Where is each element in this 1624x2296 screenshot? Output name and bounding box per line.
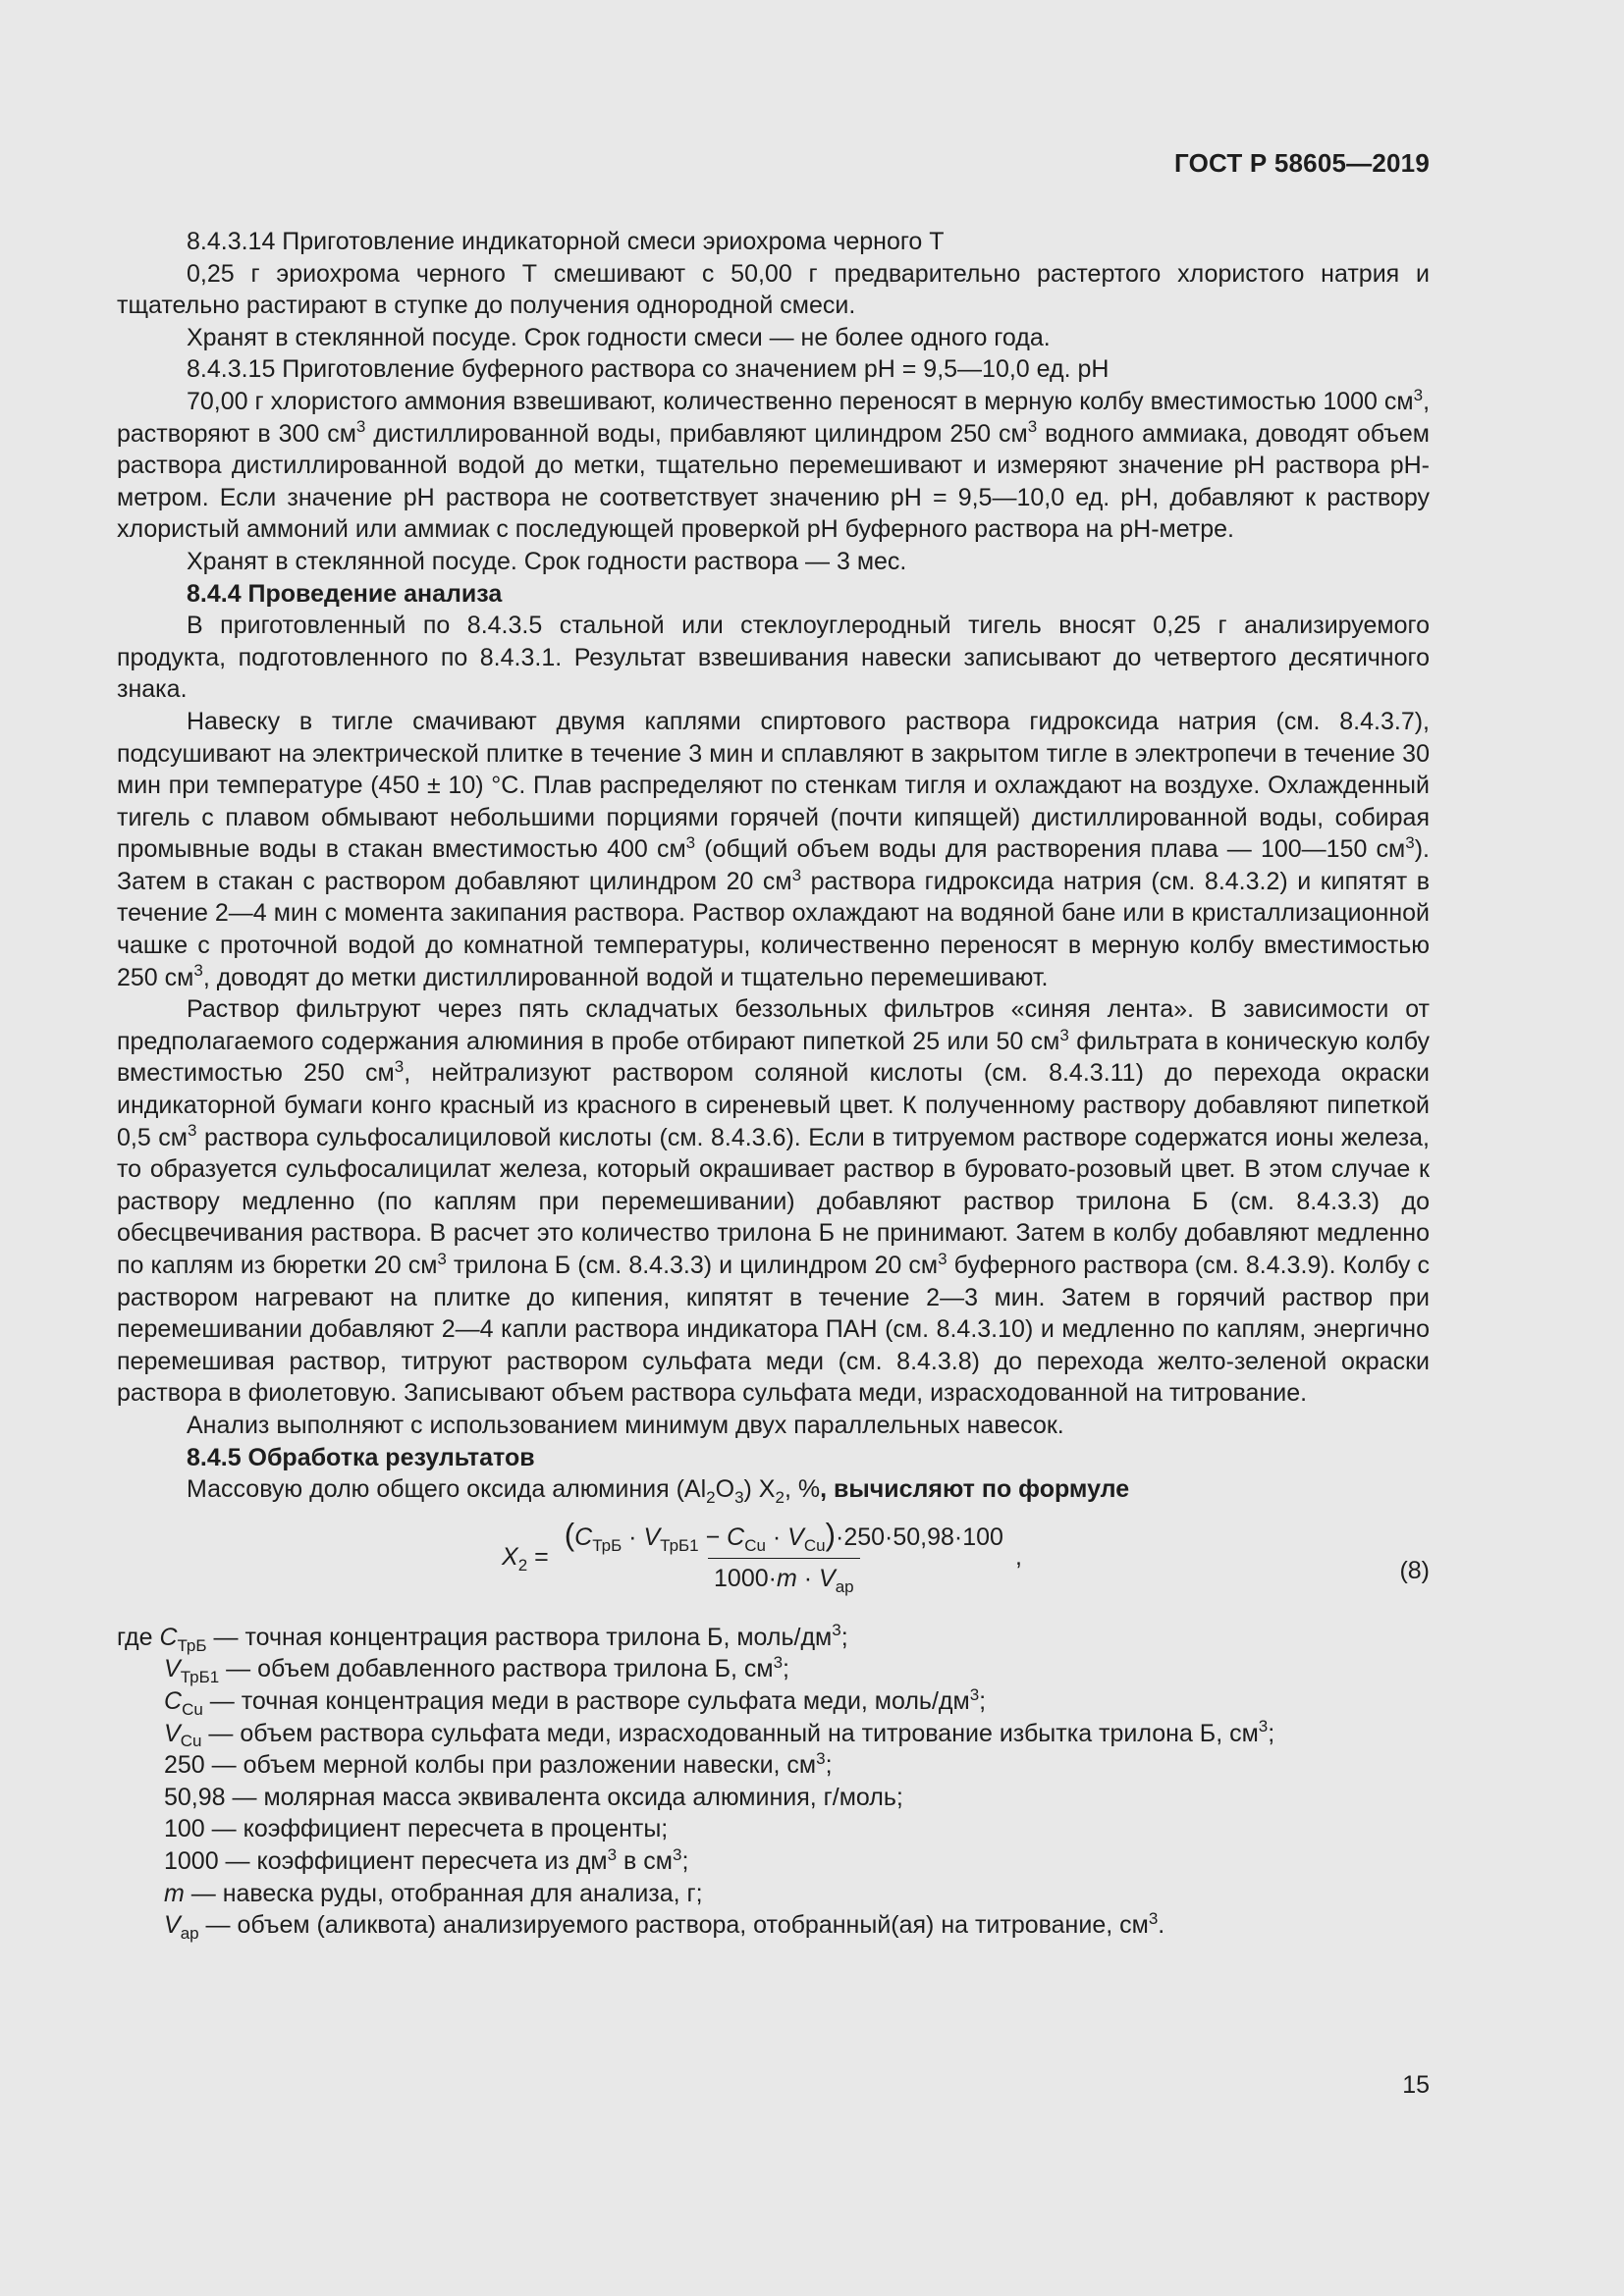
text: , нейтрализуют раствором соляной кислоты (см. 8.4.3.11) до перехода окраски индикаторной бумаги конго красный из красного в сиреневый цвет. К полученному раствору добавляют пипеткой 0,5 см	[117, 1059, 1430, 1151]
text: , доводят до метки дистиллированной водой и тщательно перемешивают.	[202, 963, 1049, 991]
var-v: V	[643, 1522, 661, 1551]
text: ) X	[743, 1475, 776, 1504]
subscript: 3	[734, 1488, 744, 1508]
superscript: 3	[355, 417, 366, 437]
section-heading-8-4-5: 8.4.5 Обработка результатов	[187, 1443, 535, 1471]
numerator-constants: ·250·50,98·100	[836, 1522, 1003, 1551]
superscript: 3	[394, 1057, 405, 1077]
dot-operator: ·	[796, 1565, 820, 1593]
var-v: V	[164, 1719, 181, 1747]
page-number: 15	[1402, 2071, 1430, 2099]
superscript: 3	[791, 865, 802, 884]
subscript: Cu	[180, 1732, 202, 1751]
denominator-constant: 1000·	[714, 1565, 777, 1593]
paragraph: Хранят в стеклянной посуде. Срок годности смеси — не более одного года.	[187, 323, 1051, 351]
subscript: ТрБ1	[660, 1535, 699, 1555]
var-v: V	[819, 1565, 836, 1593]
document-body	[117, 226, 1430, 1942]
legend-item	[117, 1653, 1430, 1685]
superscript: 3	[685, 832, 696, 852]
document-header: ГОСТ Р 58605—2019	[1174, 148, 1430, 178]
subscript: 2	[706, 1488, 716, 1508]
text: Массовую долю общего оксида алюминия (Al	[187, 1475, 707, 1504]
var-v: V	[787, 1522, 804, 1551]
subscript: Cu	[803, 1535, 826, 1555]
text: ;	[979, 1686, 987, 1715]
text: ;	[840, 1623, 848, 1651]
formula-number: (8)	[1399, 1556, 1430, 1584]
text: ). Затем в стакан с раствором добавляют цилиндром 20 см	[117, 835, 1430, 895]
text: фильтрата в коническую колбу вместимостью 250 см	[117, 1027, 1430, 1088]
text: раствора сульфосалициловой кислоты (см. 8.4.3.6). Если в титруемом растворе содержатся ионы железа, то образуется сульфосалицилат железа, который окрашивает раствор в буровато-розовый цвет. В этом случае к раствору медленно (по каплям при перемешивании) добавляют раствор трилона Б (см. 8.4.3.3) до обесцвечивания раствора. В расчет это количество трилона Б не принимают. Затем в колбу добавляют медленно по каплям из бюретки 20 см	[117, 1123, 1431, 1279]
legend-item	[117, 1845, 1430, 1878]
superscript: 3	[437, 1249, 447, 1268]
paragraph: 0,25 г эриохрома черного Т смешивают с 50,00 г предварительно растертого хлористого натрия и тщательно растирают в ступке до получения однородной смеси.	[117, 259, 1430, 320]
subscript: ар	[835, 1577, 854, 1597]
subscript: Cu	[744, 1535, 766, 1555]
formula-expression	[502, 1517, 1022, 1597]
legend-item: 100 — коэффициент пересчета в проценты;	[164, 1815, 669, 1843]
legend-item	[117, 1878, 1430, 1910]
equals-sign: =	[527, 1543, 549, 1572]
legend-item	[117, 1909, 1430, 1942]
legend-text: — объем раствора сульфата меди, израсходованный на титрование избытка трилона Б, см	[201, 1719, 1259, 1747]
text: 70,00 г хлористого аммония взвешивают, количественно переносят в мерную колбу вместимостью 1000 см	[187, 387, 1414, 415]
minus-operator: −	[698, 1522, 728, 1551]
paren-open: (	[564, 1517, 575, 1552]
text: ;	[681, 1846, 689, 1875]
superscript: 3	[1405, 832, 1415, 852]
superscript: 3	[607, 1844, 618, 1864]
text: водного аммиака, доводят объем раствора дистиллированной водой до метки, тщательно перемешивают и измеряют значение pH раствора pH-метром. Если значение pH раствора не соответствует значению pH = 9,5—10,0 ед. pH, добавляют к раствору хлористый аммоний или аммиак с последующей проверкой pH буферного раствора на pH-метре.	[117, 419, 1430, 544]
paragraph	[117, 1473, 1430, 1506]
text: Раствор фильтруют через пять складчатых беззольных фильтров «синяя лента». В зависимости от предполагаемого содержания алюминия в пробе отбирают пипеткой 25 или 50 см	[117, 995, 1430, 1055]
var-c: C	[727, 1522, 745, 1551]
text: , %	[784, 1475, 821, 1504]
formula-fraction	[559, 1517, 1009, 1597]
text: ;	[783, 1655, 789, 1683]
legend-item	[117, 1622, 1430, 1654]
superscript: 3	[193, 961, 203, 981]
legend-item	[117, 1718, 1430, 1750]
paragraph-8-4-3-14: 8.4.3.14 Приготовление индикаторной смеси эриохрома черного Т	[187, 228, 945, 255]
legend-text: — точная концентрация меди в растворе сульфата меди, моль/дм	[202, 1686, 970, 1715]
superscript: 3	[1059, 1025, 1069, 1044]
text: (общий объем воды для растворения плава — 100—150 см	[695, 835, 1406, 864]
legend-text: — точная концентрация раствора трилона Б, моль/дм	[206, 1623, 833, 1651]
paragraph	[117, 706, 1430, 993]
formula-comma: ,	[1014, 1543, 1022, 1572]
text-bold: , вычисляют по формуле	[820, 1475, 1130, 1504]
var-v: V	[164, 1655, 181, 1683]
var-x: X	[502, 1543, 518, 1572]
legend-text: 1000 — коэффициент пересчета из дм	[164, 1846, 608, 1875]
var-c: C	[159, 1623, 178, 1651]
subscript: 2	[517, 1555, 528, 1575]
paragraph: Хранят в стеклянной посуде. Срок годности раствора — 3 мес.	[187, 547, 907, 575]
var-m: m	[164, 1879, 185, 1907]
legend-item: 50,98 — молярная масса эквивалента оксида алюминия, г/моль;	[164, 1783, 903, 1811]
subscript: ТрБ	[177, 1635, 207, 1655]
paragraph: Анализ выполняют с использованием минимум двух параллельных навесок.	[187, 1411, 1064, 1439]
text: .	[1158, 1911, 1165, 1940]
superscript: 3	[672, 1844, 682, 1864]
text: ;	[825, 1751, 833, 1780]
superscript: 3	[938, 1249, 947, 1268]
formula-lhs	[502, 1541, 549, 1574]
formula-legend	[117, 1622, 1430, 1942]
legend-text: 250 — объем мерной колбы при разложении навески, см	[164, 1751, 817, 1780]
legend-text: — объем (аликвота) анализируемого раствора, отобранный(ая) на титрование, см	[198, 1911, 1149, 1940]
var-v: V	[164, 1911, 181, 1940]
paragraph-8-4-3-15: 8.4.3.15 Приготовление буферного раствора со значением pH = 9,5—10,0 ед. pH	[187, 355, 1110, 384]
subscript: 2	[775, 1488, 785, 1508]
text: ;	[1268, 1719, 1275, 1747]
text: Навеску в тигле смачивают двумя каплями спиртового раствора гидроксида натрия (см. 8.4.3.7), подсушивают на электрической плитке в течение 3 мин и сплавляют в закрытом тигле в электропечи в течение 30 мин при температуре (450 ± 10) °С. Плав распределяют по стенкам тигля и охлаждают на воздухе. Охлажденный тигель с плавом обмывают небольшими порциями горячей (почти кипящей) дистиллированной воды, собирая промывные воды в стакан вместимостью 400 см	[117, 707, 1430, 864]
dot-operator: ·	[765, 1522, 788, 1551]
paragraph: В приготовленный по 8.4.3.5 стальной или стеклоуглеродный тигель вносят 0,25 г анализируемого продукта, подготовленного по 8.4.3.1. Результат взвешивания навески записывают до четвертого десятичного знака.	[117, 612, 1430, 704]
subscript: ар	[180, 1924, 199, 1944]
text: раствора гидроксида натрия (см. 8.4.3.2) и кипятят в течение 2—4 мин с момента закипания раствора. Раствор охлаждают на водяной бане или в кристаллизационной чашке с проточной водой до комнатной температуры, количественно переносят в мерную колбу вместимостью 250 см	[117, 867, 1430, 991]
subscript: ТрБ	[592, 1535, 623, 1555]
superscript: 3	[187, 1121, 197, 1141]
superscript: 3	[1027, 417, 1038, 437]
legend-item	[117, 1749, 1430, 1782]
text: , растворяют в 300 см	[117, 387, 1431, 448]
text: O	[715, 1475, 735, 1504]
paragraph	[117, 386, 1430, 546]
superscript: 3	[1413, 385, 1424, 404]
formula-denominator	[708, 1558, 860, 1595]
var-c: C	[574, 1522, 593, 1551]
superscript: 3	[816, 1748, 826, 1768]
text: в см	[617, 1846, 673, 1875]
var-m: m	[776, 1565, 797, 1593]
var-c: C	[164, 1686, 183, 1715]
subscript: ТрБ1	[180, 1668, 220, 1687]
legend-text: — навеска руды, отобранная для анализа, г;	[184, 1879, 703, 1907]
paren-close: )	[825, 1517, 836, 1552]
text: буферного раствора (см. 8.4.3.9). Колбу с раствором нагревают на плитке до кипения, кипятят в течение 2—3 мин. Затем в горячий раствор при перемешивании добавляют 2—4 капли раствора индикатора ПАН (см. 8.4.3.10) и медленно по каплям, энергично перемешивая раствор, титруют раствором сульфата меди (см. 8.4.3.8) до перехода желто-зеленой окраски раствора в фиолетовую. Записывают объем раствора сульфата меди, израсходованной на титрование.	[117, 1252, 1430, 1408]
legend-text: — объем добавленного раствора трилона Б, см	[219, 1655, 774, 1683]
superscript: 3	[1258, 1717, 1269, 1736]
legend-item	[117, 1685, 1430, 1718]
subscript: Cu	[182, 1699, 203, 1719]
superscript: 3	[832, 1621, 841, 1640]
superscript: 3	[773, 1653, 784, 1672]
formula-8	[117, 1517, 1430, 1618]
dot-operator: ·	[622, 1522, 644, 1551]
text: трилона Б (см. 8.4.3.3) и цилиндром 20 см	[446, 1252, 939, 1279]
legend-where: где	[117, 1623, 160, 1651]
paragraph	[117, 993, 1430, 1410]
text: дистиллированной воды, прибавляют цилиндром 250 см	[365, 419, 1028, 448]
section-heading-8-4-4: 8.4.4 Проведение анализа	[187, 579, 503, 608]
superscript: 3	[969, 1684, 980, 1704]
formula-numerator	[559, 1517, 1009, 1559]
superscript: 3	[1148, 1908, 1159, 1928]
